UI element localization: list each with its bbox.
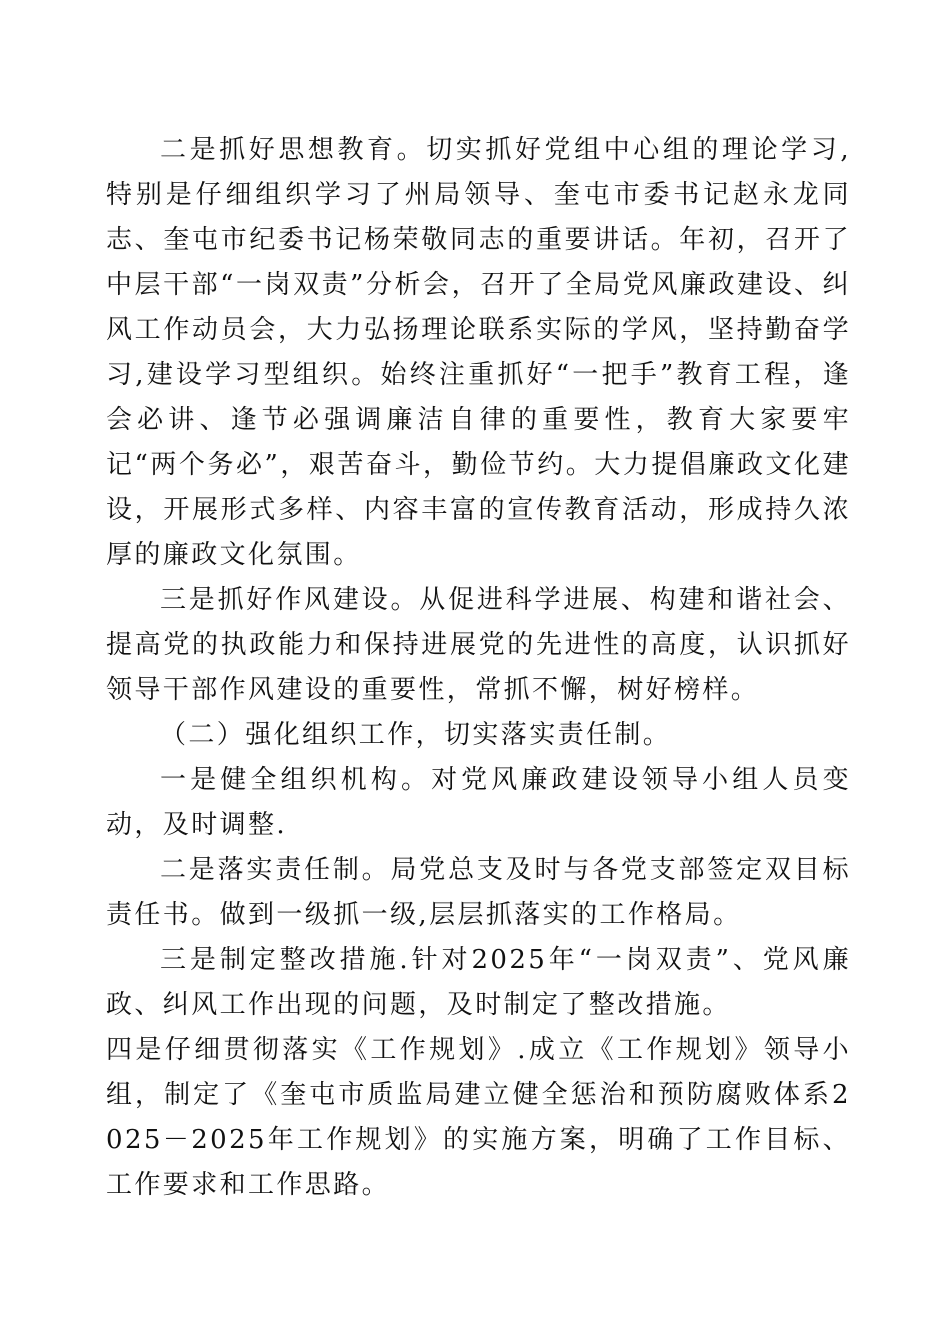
document-body — [106, 128, 851, 1208]
paragraph-work-plan: 四是仔细贯彻落实《工作规划》.成立《工作规划》领导小组，制定了《奎屯市质监局建立健全惩治和预防腐败体系2025－2025年工作规划》的实施方案，明确了工作目标、工作要求和工作思路。 — [106, 1035, 851, 1200]
paragraph-thought-education: 二是抓好思想教育。切实抓好党组中心组的理论学习,特别是仔细组织学习了州局领导、奎屯市委书记赵永龙同志、奎屯市纪委书记杨荣敬同志的重要讲话。年初，召开了中层干部“一岗双责”分析会，召开了全局党风廉政建设、纠风工作动员会，大力弘扬理论联系实际的学风，坚持勤奋学习,建设学习型组织。始终注重抓好“一把手”教育工程，逢会必讲、逢节必强调廉洁自律的重要性，教育大家要牢记“两个务必”，艰苦奋斗，勤俭节约。大力提倡廉政文化建设，开展形式多样、内容丰富的宣传教育活动，形成持久浓厚的廉政文化氛围。 — [106, 135, 851, 570]
paragraph-responsibility-system: 二是落实责任制。局党总支及时与各党支部签定双目标责任书。做到一级抓一级,层层抓落实的工作格局。 — [106, 855, 851, 930]
section-heading-organization: （二）强化组织工作，切实落实责任制。 — [160, 720, 672, 750]
paragraph-rectification-measures: 三是制定整改措施.针对2025年“一岗双责”、党风廉政、纠风工作出现的问题，及时制定了整改措施。 — [106, 945, 851, 1020]
paragraph-style-building: 三是抓好作风建设。从促进科学进展、构建和谐社会、提高党的执政能力和保持进展党的先进性的高度，认识抓好领导干部作风建设的重要性，常抓不懈，树好榜样。 — [106, 585, 851, 705]
paragraph-organization-structure: 一是健全组织机构。对党风廉政建设领导小组人员变动，及时调整. — [106, 765, 851, 840]
